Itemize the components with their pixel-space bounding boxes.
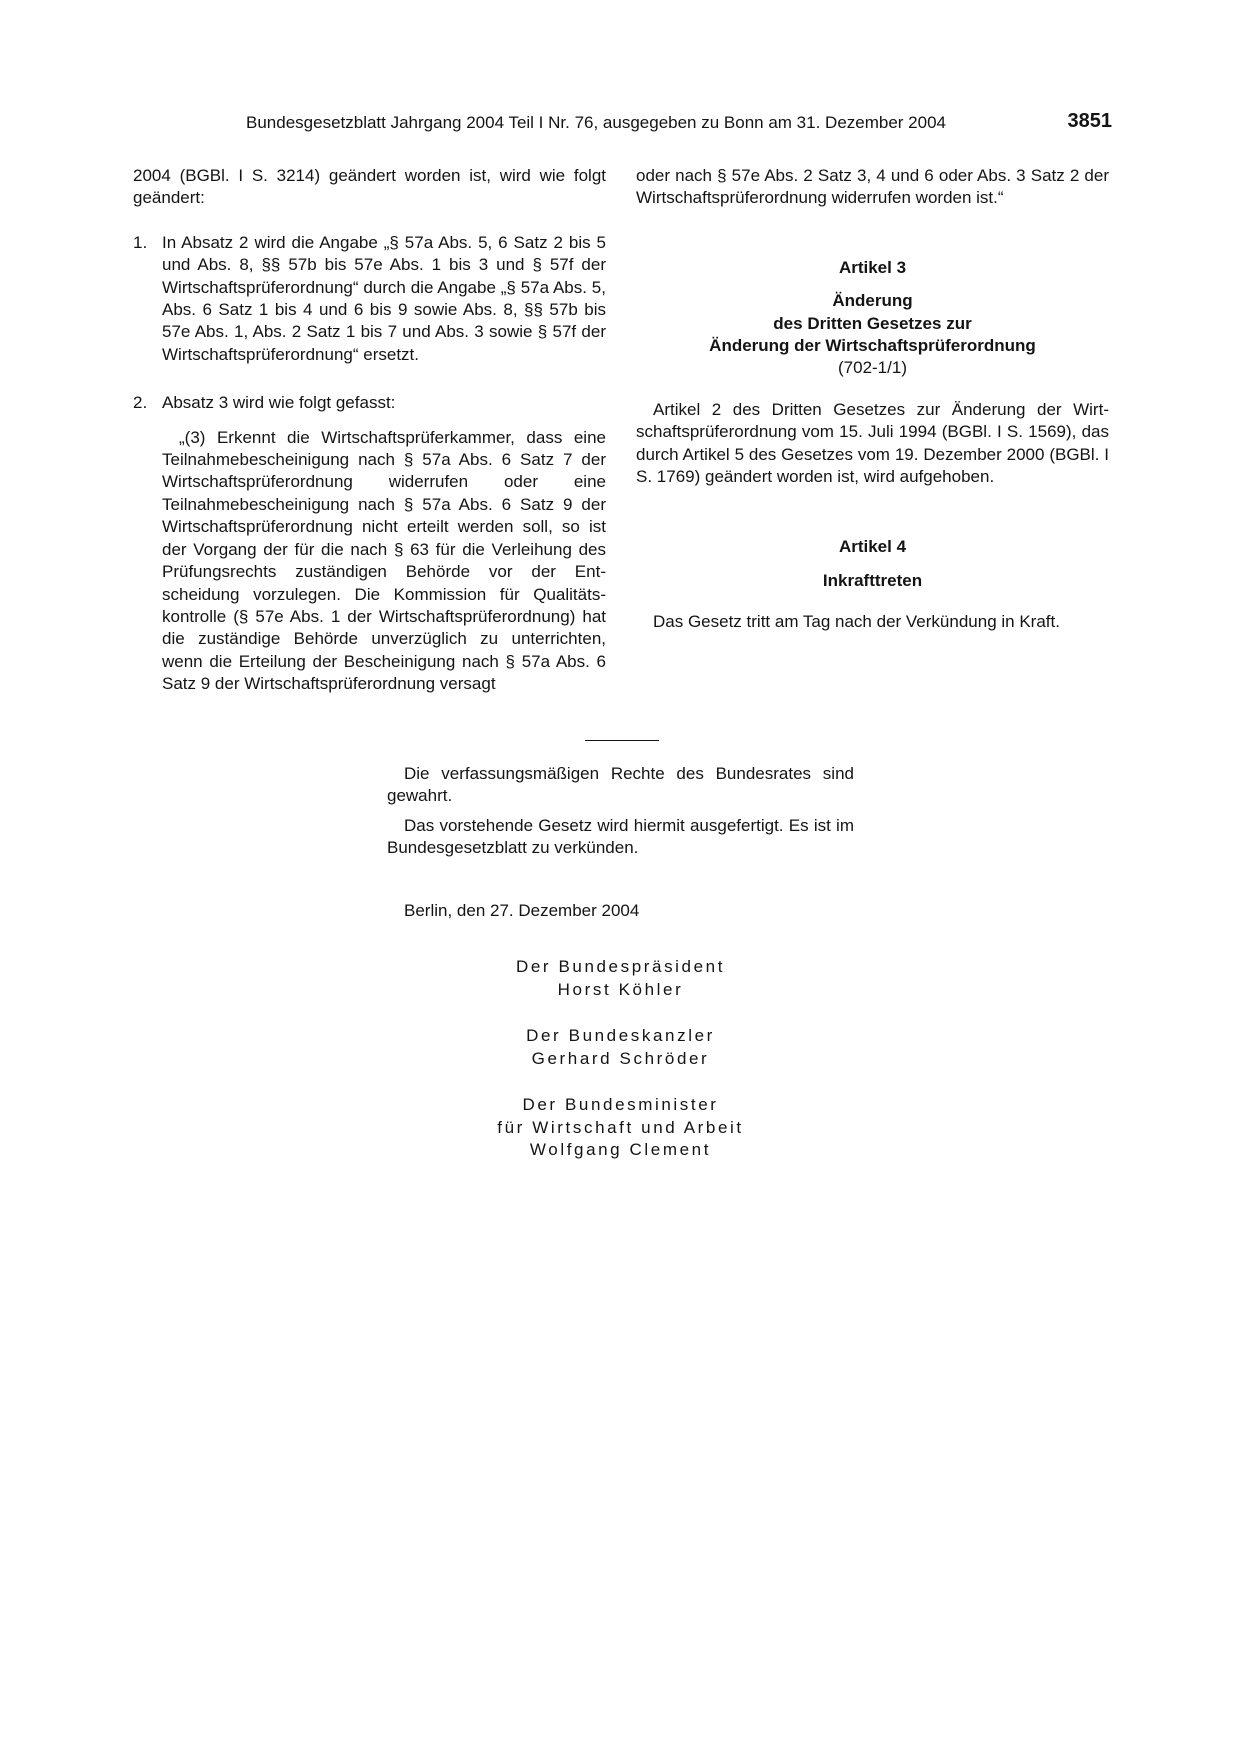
rights-statement: Die verfassungsmäßigen Rechte des Bundesrates sind gewahrt. [387,764,854,806]
item-text: Absatz 3 wird wie folgt gefasst: [162,393,396,413]
execution-statement: Das vorstehende Gesetz wird hiermit ausgefertigt. Es ist im Bundesgesetzblatt zu verkünden. [387,815,854,858]
item-number: 1. [133,232,148,252]
signature-chancellor [387,1025,854,1070]
signatory-name: Wolfgang Clement [529,1140,712,1160]
article-3-body: Artikel 2 des Dritten Gesetzes zur Änderung der Wirtschaftsprüferordnung vom 15. Juli 1994 (BGBl. I S. 1569), das durch Artikel 5 des Gesetzes vom 19. Dezember 2000 (BGBl. I S. 1769) geändert worden ist, wird aufgehoben. [636,399,1109,487]
signatory-name: Horst Köhler [557,979,684,999]
signatory-title: Der Bundesminister [522,1095,719,1114]
page-number: 3851 [1067,110,1112,132]
article-3-title-line-2: des Dritten Gesetzes zur [773,313,972,333]
left-column [133,165,606,696]
item-text: In Absatz 2 wird die Angabe „§ 57a Abs. 5, 6 Satz 2 bis 5 und Abs. 8, §§ 57b bis 57e Abs. 1 bis 3 und § 57f der Wirtschaftsprüferordnung“ durch die Angabe „§ 57a Abs. 5, Abs. 6 Satz 1 bis 4 und 6 bis 9 sowie Abs. 8, §§ 57b bis 57e Abs. 1, Abs. 2 Satz 1 bis 7 und Abs. 3 sowie § 57f der Wirtschaftsprüferordnung“ ersetzt. [162,232,606,364]
signatory-name: Gerhard Schröder [531,1048,710,1068]
article-3-heading: Artikel 3 [838,257,907,277]
running-title: Bundesgesetzblatt Jahrgang 2004 Teil I Nr. 76, ausgegeben zu Bonn am 31. Dezember 2004 [246,113,946,132]
signature-president [387,956,854,1001]
closing-formula [387,763,854,922]
signatory-title: Der Bundeskanzler [526,1026,715,1045]
article-3-reference: (702-1/1) [838,358,907,378]
signature-minister [387,1094,854,1162]
signatory-department: für Wirtschaft und Arbeit [497,1117,744,1137]
place-and-date: Berlin, den 27. Dezember 2004 [404,900,640,920]
signatory-title: Der Bundespräsident [515,957,726,976]
article-4-heading: Artikel 4 [838,537,907,557]
section-divider [585,740,659,741]
page-header [246,110,1112,136]
article-3-title-line-3: Änderung der Wirtschaftsprüferordnung [709,336,1036,356]
quote-continuation: oder nach § 57e Abs. 2 Satz 3, 4 und 6 oder Abs. 3 Satz 2 der Wirtschaftsprüferordnung widerrufen worden ist.“ [636,166,1109,208]
amendment-item-1 [133,232,606,366]
item-number: 2. [133,393,148,413]
article-4-body: Das Gesetz tritt am Tag nach der Verkündung in Kraft. [653,612,1060,632]
right-column [636,165,1109,634]
amendment-item-2 [133,392,606,414]
article-4-title: Inkrafttreten [822,570,923,590]
quoted-paragraph: „(3) Erkennt die Wirtschaftsprüferkammer, dass eine Teilnahmebescheinigung nach § 57a Abs. 6 Satz 7 der Wirtschaftsprüferordnung widerrufen oder eine Teilnahmebescheinigung nach § 57a Abs. 6 Satz 9 der Wirtschaftsprüferordnung nicht erteilt werden soll, so ist der Vorgang der für die nach § 63 für die Verleihung des Prüfungsrechts zuständigen Behörde vor der Entscheidung vorzulegen. Die Kommission für Qualitätskontrolle (§ 57e Abs. 1 der Wirtschaftsprüferordnung) hat die zuständige Behörde unverzüglich zu unterrichten, wenn die Erteilung der Bescheinigung nach § 57a Abs. 6 Satz 9 der Wirtschaftsprüferordnung versagt [162,427,606,694]
continuation-paragraph: 2004 (BGBl. I S. 3214) geändert worden ist, wird wie folgt geändert: [133,166,606,208]
article-3-title-line-1: Änderung [832,291,913,311]
